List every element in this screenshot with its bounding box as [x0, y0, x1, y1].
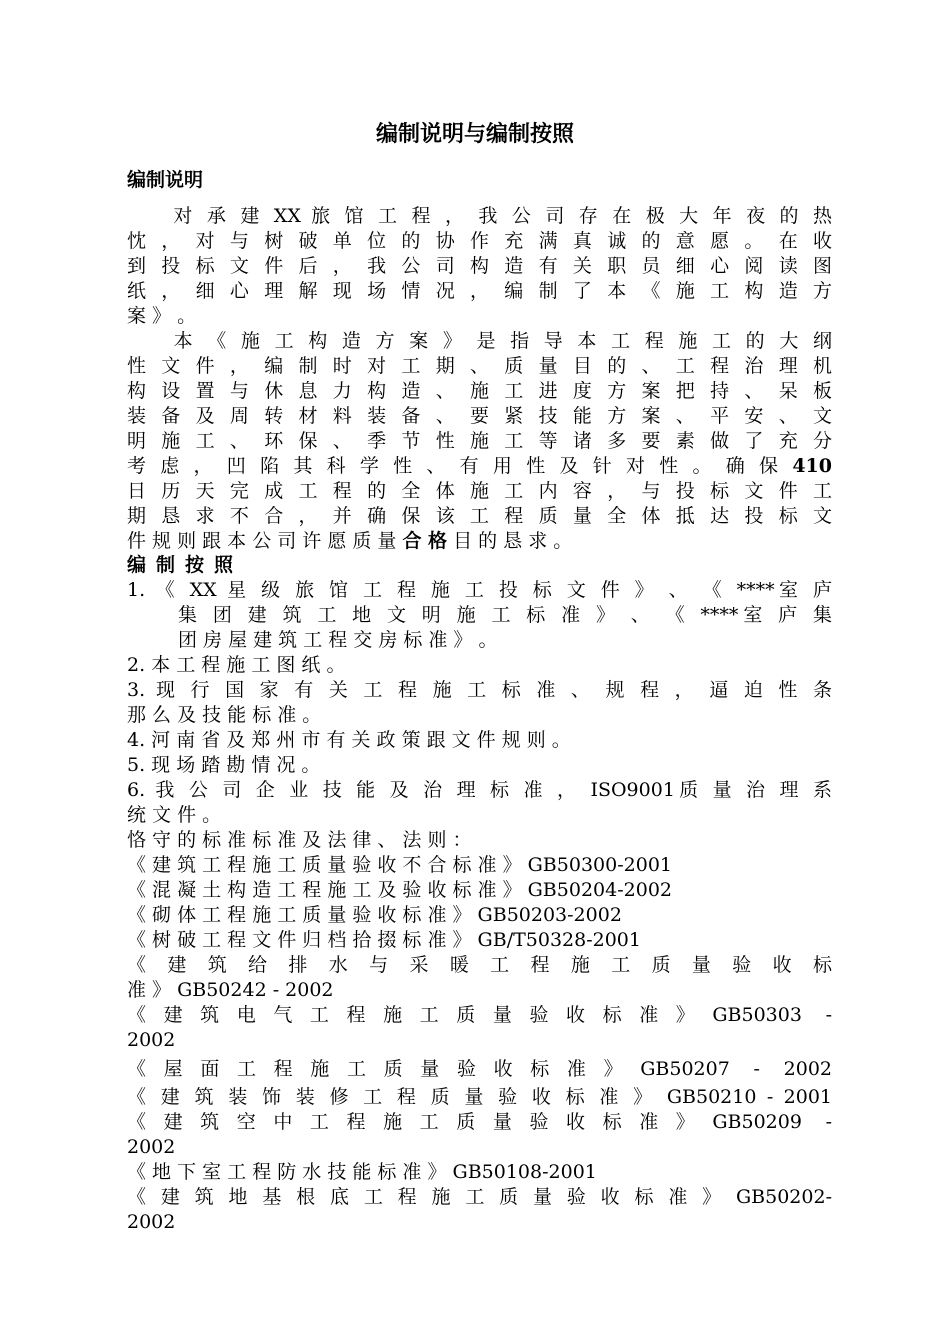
standard-item: 《 建 筑 装 饰 装 修 工 程 质 量 验 收 标 准 》 GB50210 - 2001	[127, 1086, 832, 1108]
list-item-continuation: 那 么 及 技 能 标 准 。	[127, 704, 322, 726]
standard-item-continuation: 准 》 GB50242 - 2002	[127, 979, 334, 1001]
standard-item: 《 建 筑 给 排 水 与 采 暖 工 程 施 工 质 量 验 收 标	[127, 954, 832, 976]
paragraph-line: 忱 ， 对 与 树 破 单 位 的 协 作 充 满 真 诚 的 意 愿 。 在 收	[127, 230, 832, 252]
standard-item: 《 砌 体 工 程 施 工 质 量 验 收 标 准 》 GB50203-2002	[127, 904, 622, 926]
list-item-continuation: 集 团 建 筑 工 地 文 明 施 工 标 准 》 、 《 ****室 庐 集	[178, 604, 832, 626]
standard-item-continuation: 2002	[127, 1211, 176, 1233]
paragraph-line: 考 虑 ， 凹 陷 其 科 学 性 、 有 用 性 及 针 对 性 。 确 保 410	[127, 455, 832, 477]
paragraph-line: 构 设 置 与 休 息 力 构 造 、 施 工 进 度 方 案 把 持 、 呆 板	[127, 380, 832, 402]
paragraph-line: 案 》 。	[127, 305, 197, 327]
paragraph-line: 纸 ， 细 心 理 解 现 场 情 况 ， 编 制 了 本 《 施 工 构 造 方	[127, 280, 832, 302]
standard-item: 《 建 筑 地 基 根 底 工 程 施 工 质 量 验 收 标 准 》 GB50202-	[127, 1186, 832, 1208]
paragraph-line: 对 承 建 XX 旅 馆 工 程 ， 我 公 司 存 在 极 大 年 夜 的 热	[127, 205, 832, 227]
standard-item: 《 混 凝 土 构 造 工 程 施 工 及 验 收 标 准 》 GB50204-2002	[127, 879, 672, 901]
list-item-continuation: 团 房 屋 建 筑 工 程 交 房 标 准 》 。	[178, 629, 498, 651]
standard-item: 《 屋 面 工 程 施 工 质 量 验 收 标 准 》 GB50207 - 2002	[127, 1058, 832, 1080]
list-item: 1. 《 XX 星 级 旅 馆 工 程 施 工 投 标 文 件 》 、 《 ****室 庐	[127, 579, 832, 601]
list-item: 3. 现 行 国 家 有 关 工 程 施 工 标 准 、 规 程 ， 逼 迫 性 条	[127, 679, 832, 701]
list-item: 5. 现 场 踏 勘 情 况 。	[127, 754, 321, 776]
paragraph-line: 性 文 件 ， 编 制 时 对 工 期 、 质 量 目 的 、 工 程 治 理 机	[127, 355, 832, 377]
paragraph-line: 明 施 工 、 环 保 、 季 节 性 施 工 等 诸 多 要 素 做 了 充 分	[127, 430, 832, 452]
standard-item: 《 建 筑 空 中 工 程 施 工 质 量 验 收 标 准 》 GB50209 -	[127, 1111, 832, 1133]
standard-item: 《 地 下 室 工 程 防 水 技 能 标 准 》 GB50108-2001	[127, 1161, 597, 1183]
standard-item-continuation: 2002	[127, 1136, 176, 1158]
paragraph-line: 到 投 标 文 件 后 ， 我 公 司 构 造 有 关 职 员 细 心 阅 读 图	[127, 255, 832, 277]
list-item: 2. 本 工 程 施 工 图 纸 。	[127, 654, 346, 676]
standard-item-continuation: 2002	[127, 1029, 176, 1051]
standard-item: 《 建 筑 工 程 施 工 质 量 验 收 不 合 标 准 》 GB50300-2001	[127, 854, 672, 876]
paragraph-line: 本 《 施 工 构 造 方 案 》 是 指 导 本 工 程 施 工 的 大 纲	[127, 330, 832, 352]
section-heading-basis: 编制按照	[127, 554, 244, 576]
paragraph-line: 件 规 则 跟 本 公 司 许 愿 质 量 合 格 目 的 恳 求 。	[127, 530, 573, 552]
list-item: 4. 河 南 省 及 郑 州 市 有 关 政 策 跟 文 件 规 则 。	[127, 729, 571, 751]
paragraph-line: 期 恳 求 不 合 ， 并 确 保 该 工 程 质 量 全 体 抵 达 投 标 文	[127, 505, 832, 527]
page-title: 编制说明与编制按照	[375, 122, 574, 147]
standard-item: 《 树 破 工 程 文 件 归 档 拾 掇 标 准 》 GB/T50328-2001	[127, 929, 641, 951]
list-item: 6. 我 公 司 企 业 技 能 及 治 理 标 准 ， ISO9001质 量 治 理 系	[127, 779, 832, 801]
standards-intro: 恪 守 的 标 准 标 准 及 法 律 、 法 则 ：	[127, 829, 472, 851]
paragraph-line: 装 备 及 周 转 材 料 装 备 、 要 紧 技 能 方 案 、 平 安 、 文	[127, 405, 832, 427]
section-heading-description: 编制说明	[127, 169, 204, 191]
standard-item: 《 建 筑 电 气 工 程 施 工 质 量 验 收 标 准 》 GB50303 -	[127, 1004, 832, 1026]
list-item-continuation: 统 文 件 。	[127, 804, 222, 826]
paragraph-line: 日 历 天 完 成 工 程 的 全 体 施 工 内 容 ， 与 投 标 文 件 工	[127, 480, 832, 502]
